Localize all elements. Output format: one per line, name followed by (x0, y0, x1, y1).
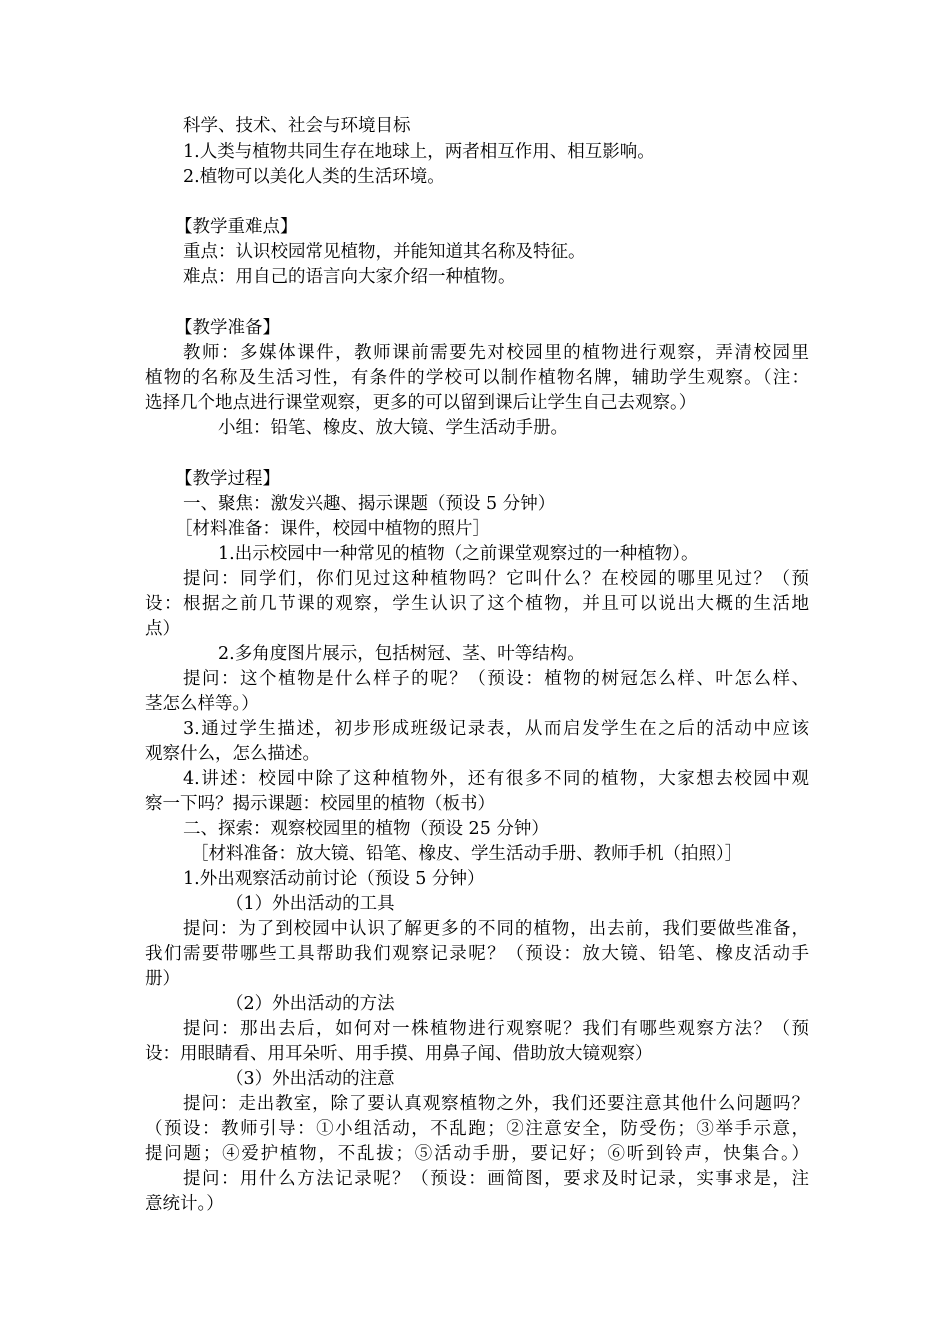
prep-teacher-line-3: 选择几个地点进行课堂观察，更多的可以留到课后让学生自己去观察。） (145, 393, 697, 413)
subitem-tools: （1）外出活动的工具 (226, 894, 395, 914)
question-4-line-1: 提问：那出去后，如何对一株植物进行观察呢？我们有哪些观察方法？（预 (183, 1019, 809, 1039)
key-point: 重点：认识校园常见植物，并能知道其名称及特征。 (183, 242, 586, 262)
step-1-heading: 一、聚焦：激发兴趣、揭示课题（预设 5 分钟） (183, 494, 556, 514)
prep-teacher-line-2: 植物的名称及生活习性，有条件的学校可以制作植物名牌，辅助学生观察。（注： (145, 368, 809, 388)
question-3-line-2: 我们需要带哪些工具帮助我们观察记录呢？（预设：放大镜、铅笔、橡皮活动手 (145, 944, 809, 964)
step-1-materials: ［材料准备：课件，校园中植物的照片］ (175, 519, 490, 539)
difficult-point: 难点：用自己的语言向大家介绍一种植物。 (183, 267, 516, 287)
question-5-line-1: 提问：走出教室，除了要认真观察植物之外，我们还要注意其他什么问题吗？ (183, 1094, 809, 1114)
goal-item-2: 2.植物可以美化人类的生活环境。 (183, 167, 445, 187)
question-2-line-1: 提问：这个植物是什么样子的呢？（预设：植物的树冠怎么样、叶怎么样、 (183, 669, 809, 689)
question-6-line-1: 提问：用什么方法记录呢？（预设：画简图，要求及时记录，实事求是，注 (183, 1169, 809, 1189)
step-1-item-4-line-2: 察一下吗？揭示课题：校园里的植物（板书） (145, 794, 495, 814)
goal-item-1: 1.人类与植物共同生存在地球上，两者相互作用、相互影响。 (183, 142, 655, 162)
heading-preparation: 【教学准备】 (175, 318, 280, 338)
step-2-materials: ［材料准备：放大镜、铅笔、橡皮、学生活动手册、教师手机（拍照）］ (191, 844, 743, 864)
question-2-line-2: 茎怎么样等。） (145, 694, 259, 714)
question-6-line-2: 意统计。） (145, 1194, 224, 1214)
step-2-heading: 二、探索：观察校园里的植物（预设 25 分钟） (183, 819, 549, 839)
question-5-line-2: （预设：教师引导：①小组活动，不乱跑；②注意安全，防受伤；③举手示意， (145, 1119, 809, 1139)
section-heading-sts-goals: 科学、技术、社会与环境目标 (183, 116, 411, 136)
question-1-line-1: 提问：同学们，你们见过这种植物吗？它叫什么？在校园的哪里见过？（预 (183, 569, 809, 589)
question-3-line-3: 册） (145, 969, 180, 989)
question-4-line-2: 设：用眼睛看、用耳朵听、用手摸、用鼻子闻、借助放大镜观察） (145, 1044, 653, 1064)
step-2-item-1: 1.外出观察活动前讨论（预设 5 分钟） (183, 869, 485, 889)
step-1-item-2: 2.多角度图片展示，包括树冠、茎、叶等结构。 (218, 644, 585, 664)
subitem-notes: （3）外出活动的注意 (226, 1069, 395, 1089)
subitem-methods: （2）外出活动的方法 (226, 994, 395, 1014)
heading-key-points: 【教学重难点】 (175, 217, 298, 237)
question-1-line-2: 设：根据之前几节课的观察，学生认识了这个植物，并且可以说出大概的生活地 (145, 594, 809, 614)
heading-process: 【教学过程】 (175, 469, 280, 489)
prep-group: 小组：铅笔、橡皮、放大镜、学生活动手册。 (218, 418, 568, 438)
question-1-line-3: 点） (145, 619, 180, 639)
question-3-line-1: 提问：为了到校园中认识了解更多的不同的植物，出去前，我们要做些准备， (183, 919, 809, 939)
step-1-item-3-line-1: 3.通过学生描述，初步形成班级记录表，从而启发学生在之后的活动中应该 (183, 719, 809, 739)
prep-teacher-line-1: 教师：多媒体课件，教师课前需要先对校园里的植物进行观察，弄清校园里 (183, 343, 809, 363)
question-5-line-3: 提问题；④爱护植物，不乱拔；⑤活动手册，要记好；⑥听到铃声，快集合。） (145, 1144, 809, 1164)
step-1-item-3-line-2: 观察什么，怎么描述。 (145, 744, 320, 764)
step-1-item-4-line-1: 4.讲述：校园中除了这种植物外，还有很多不同的植物，大家想去校园中观 (183, 769, 809, 789)
step-1-item-1: 1.出示校园中一种常见的植物（之前课堂观察过的一种植物）。 (218, 544, 699, 564)
